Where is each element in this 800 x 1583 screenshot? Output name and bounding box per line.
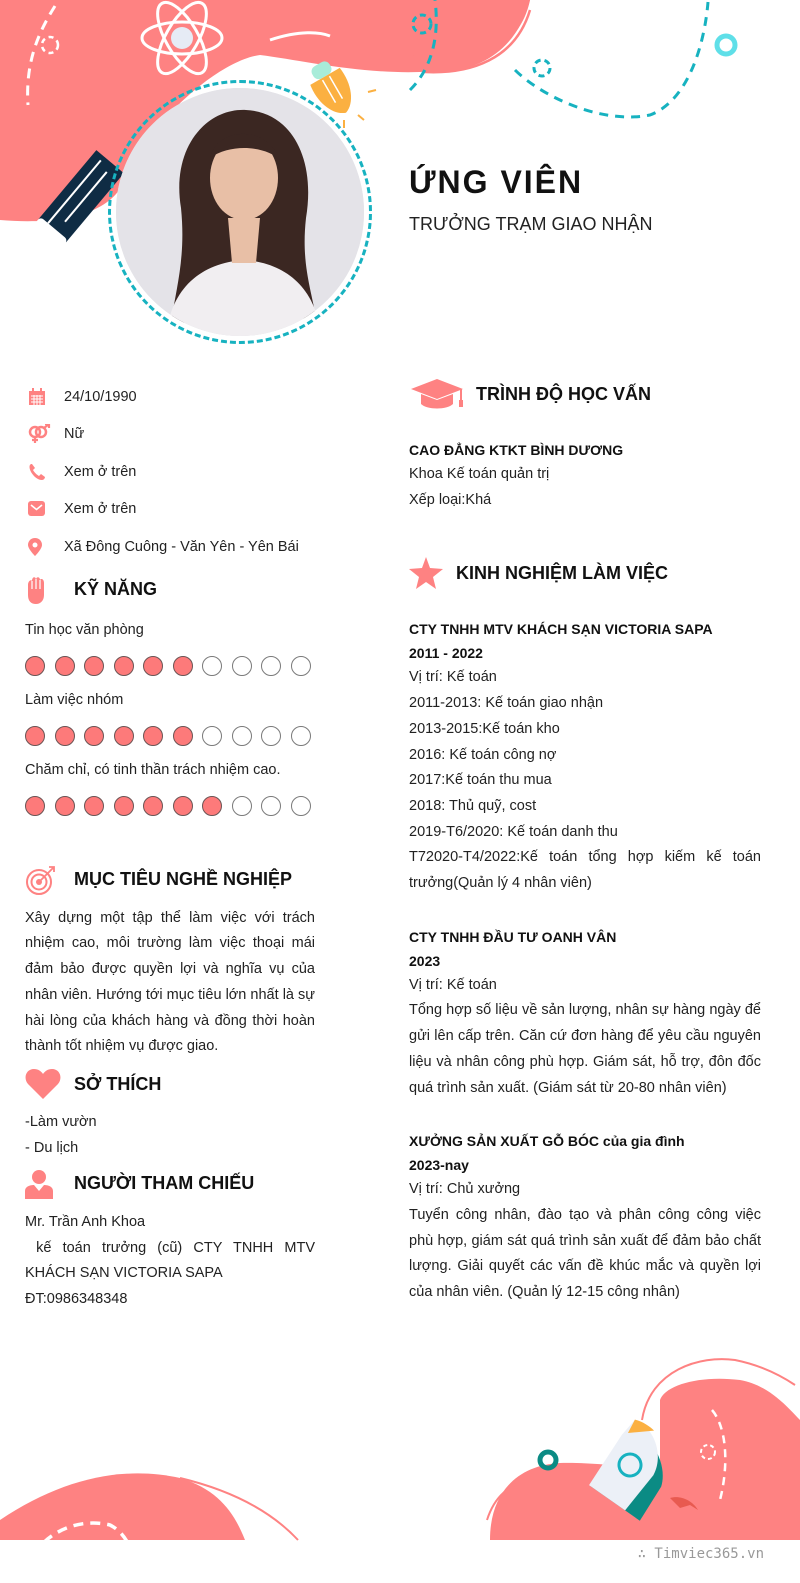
- job-line: 2013-2015:Kế toán kho: [409, 720, 560, 737]
- address-value: Xã Đông Cuông - Văn Yên - Yên Bái: [64, 538, 299, 555]
- job-line: Vị trí: Kế toán: [409, 669, 497, 686]
- rating-dot-empty: [232, 726, 252, 746]
- target-icon: [25, 864, 74, 896]
- rating-dot-filled: [84, 656, 104, 676]
- job-line: 2019-T6/2020: Kế toán danh thu: [409, 823, 618, 840]
- job-entry: [409, 1129, 761, 1306]
- rating-dot-empty: [261, 656, 281, 676]
- contact-email: [25, 491, 315, 529]
- job-company: CTY TNHH ĐẦU TƯ OANH VÂN: [409, 928, 617, 945]
- left-column: [25, 378, 320, 1313]
- education-school: CAO ĐẲNG KTKT BÌNH DƯƠNG: [409, 442, 624, 458]
- objective-title: MỤC TIÊU NGHỀ NGHIỆP: [74, 869, 293, 889]
- job-company: XƯỞNG SẢN XUẤT GỖ BÓC của gia đình: [409, 1133, 685, 1150]
- education-title: TRÌNH ĐỘ HỌC VẤN: [476, 383, 651, 404]
- rating-dot-empty: [291, 656, 311, 676]
- rating-dot-filled: [55, 796, 75, 816]
- education-major: Khoa Kế toán quản trị: [409, 466, 550, 482]
- gender-icon: [28, 423, 56, 445]
- education-entry: [409, 438, 761, 513]
- email-icon: [28, 498, 56, 520]
- rating-dot-empty: [202, 726, 222, 746]
- reference-detail: kế toán trưởng (cũ) CTY TNHH MTV KHÁCH SẠN VICTORIA SAPA: [25, 1239, 320, 1282]
- location-icon: [28, 536, 56, 558]
- rating-dot-filled: [143, 726, 163, 746]
- avatar-photo: [116, 88, 364, 336]
- person-icon: [25, 1169, 74, 1199]
- hobby-item: - Du lịch: [25, 1140, 79, 1157]
- skill-rating: [25, 656, 315, 678]
- rating-dot-filled: [114, 726, 134, 746]
- job-line: 2011-2013: Kế toán giao nhận: [409, 695, 604, 712]
- skill-label: Làm việc nhóm: [25, 691, 124, 708]
- rating-dot-filled: [84, 796, 104, 816]
- skill-item: [25, 692, 315, 748]
- reference-phone: ĐT:0986348348: [25, 1291, 128, 1308]
- skill-item: [25, 622, 315, 678]
- contact-list: [25, 378, 315, 566]
- right-column: [409, 372, 761, 1306]
- education-heading: [409, 372, 761, 416]
- watermark: ∴ Timviec365.vn: [637, 1546, 764, 1562]
- hobbies-heading: [25, 1062, 315, 1106]
- graduation-cap-icon: [409, 377, 476, 411]
- job-line: T72020-T4/2022:Kế toán tổng hợp kiếm kế toán trưởng(Quản lý 4 nhân viên): [409, 849, 761, 892]
- reference-name: Mr. Trần Anh Khoa: [25, 1213, 146, 1230]
- experience-title: KINH NGHIỆM LÀM VIỆC: [456, 562, 669, 583]
- job-entry: [409, 617, 761, 896]
- rating-dot-filled: [114, 796, 134, 816]
- star-icon: [409, 557, 456, 589]
- hand-icon: [25, 575, 74, 605]
- rating-dot-filled: [143, 656, 163, 676]
- rating-dot-filled: [173, 796, 193, 816]
- job-company: CTY TNHH MTV KHÁCH SẠN VICTORIA SAPA: [409, 621, 713, 638]
- rating-dot-empty: [261, 726, 281, 746]
- candidate-name: ỨNG VIÊN: [409, 164, 584, 200]
- skill-label: Tin học văn phòng: [25, 621, 144, 638]
- calendar-icon: [28, 386, 56, 408]
- experience-heading: [409, 551, 761, 595]
- job-line: 2018: Thủ quỹ, cost: [409, 797, 537, 814]
- rating-dot-filled: [55, 726, 75, 746]
- contact-address: [25, 528, 315, 566]
- references-heading: [25, 1162, 315, 1206]
- contact-birthdate: [25, 378, 315, 416]
- skill-rating: [25, 726, 315, 748]
- rating-dot-filled: [25, 796, 45, 816]
- rating-dot-filled: [202, 796, 222, 816]
- rating-dot-empty: [232, 796, 252, 816]
- phone-icon: [28, 461, 56, 483]
- job-period: 2023: [409, 952, 441, 969]
- birthdate-value: 24/10/1990: [64, 388, 137, 405]
- rating-dot-filled: [55, 656, 75, 676]
- rating-dot-filled: [173, 726, 193, 746]
- hobby-item: -Làm vườn: [25, 1114, 97, 1131]
- rating-dot-empty: [202, 656, 222, 676]
- rating-dot-empty: [261, 796, 281, 816]
- gender-value: Nữ: [64, 426, 85, 443]
- candidate-position: TRƯỞNG TRẠM GIAO NHẬN: [409, 214, 653, 234]
- job-line: Vị trí: Kế toán: [409, 976, 497, 993]
- reference-details: [25, 1210, 320, 1313]
- skill-item: [25, 762, 315, 818]
- references-title: NGƯỜI THAM CHIẾU: [74, 1173, 255, 1194]
- job-period: 2011 - 2022: [409, 645, 483, 662]
- rating-dot-filled: [25, 656, 45, 676]
- rating-dot-empty: [291, 796, 311, 816]
- rating-dot-filled: [84, 726, 104, 746]
- objective-heading: [25, 858, 315, 902]
- job-line: 2016: Kế toán công nợ: [409, 746, 557, 763]
- job-entry: [409, 925, 761, 1102]
- rating-dot-filled: [114, 656, 134, 676]
- job-line: Vị trí: Chủ xưởng: [409, 1181, 521, 1198]
- skills-list: [25, 622, 315, 818]
- rating-dot-empty: [291, 726, 311, 746]
- contact-gender: [25, 416, 315, 454]
- rating-dot-filled: [25, 726, 45, 746]
- job-period: 2023-nay: [409, 1157, 469, 1174]
- skills-title: KỸ NĂNG: [74, 579, 158, 599]
- email-value: Xem ở trên: [64, 501, 137, 518]
- hobbies-list: [25, 1110, 315, 1162]
- avatar-frame: [108, 80, 372, 344]
- hobbies-title: SỞ THÍCH: [74, 1073, 162, 1094]
- skill-label: Chăm chỉ, có tinh thần trách nhiệm cao.: [25, 761, 281, 778]
- job-line: 2017:Kế toán thu mua: [409, 772, 552, 789]
- job-description: Tổng hợp số liệu về sản lượng, nhân sự hàng ngày để gửi lên cấp trên. Căn cứ đơn hàng để yêu cầu nguyên liệu và nhân công phù hợp. Giám sát, hỗ trợ, đôn đốc quá trình sản xuất. (Giám sát từ 20-80 nhân viên): [409, 1002, 761, 1096]
- contact-phone: [25, 453, 315, 491]
- rating-dot-filled: [173, 656, 193, 676]
- education-grade: Xếp loại:Khá: [409, 491, 492, 508]
- objective-text: Xây dựng một tập thể làm việc với trách nhiệm cao, môi trường làm việc thoại mái đảm bảo được quyền lợi và nghĩa vụ của nhân viên. Hướng tới mục tiêu lớn nhất là sự hài lòng của khách hàng và đồng thời hoàn thành tốt nhiệm vụ được giao.: [25, 909, 315, 1055]
- job-description: Tuyển công nhân, đào tạo và phân công công việc phù hợp, giám sát quá trình sản xuất để đảm bảo chất lượng. Giải quyết các vấn đề khúc mắc và quyền lợi của nhân viên. (Quản lý 12-15 công nhân): [409, 1206, 761, 1301]
- rating-dot-empty: [232, 656, 252, 676]
- phone-value: Xem ở trên: [64, 463, 137, 480]
- skills-heading: [25, 568, 315, 612]
- rating-dot-filled: [143, 796, 163, 816]
- skill-rating: [25, 796, 315, 818]
- heart-icon: [25, 1069, 74, 1099]
